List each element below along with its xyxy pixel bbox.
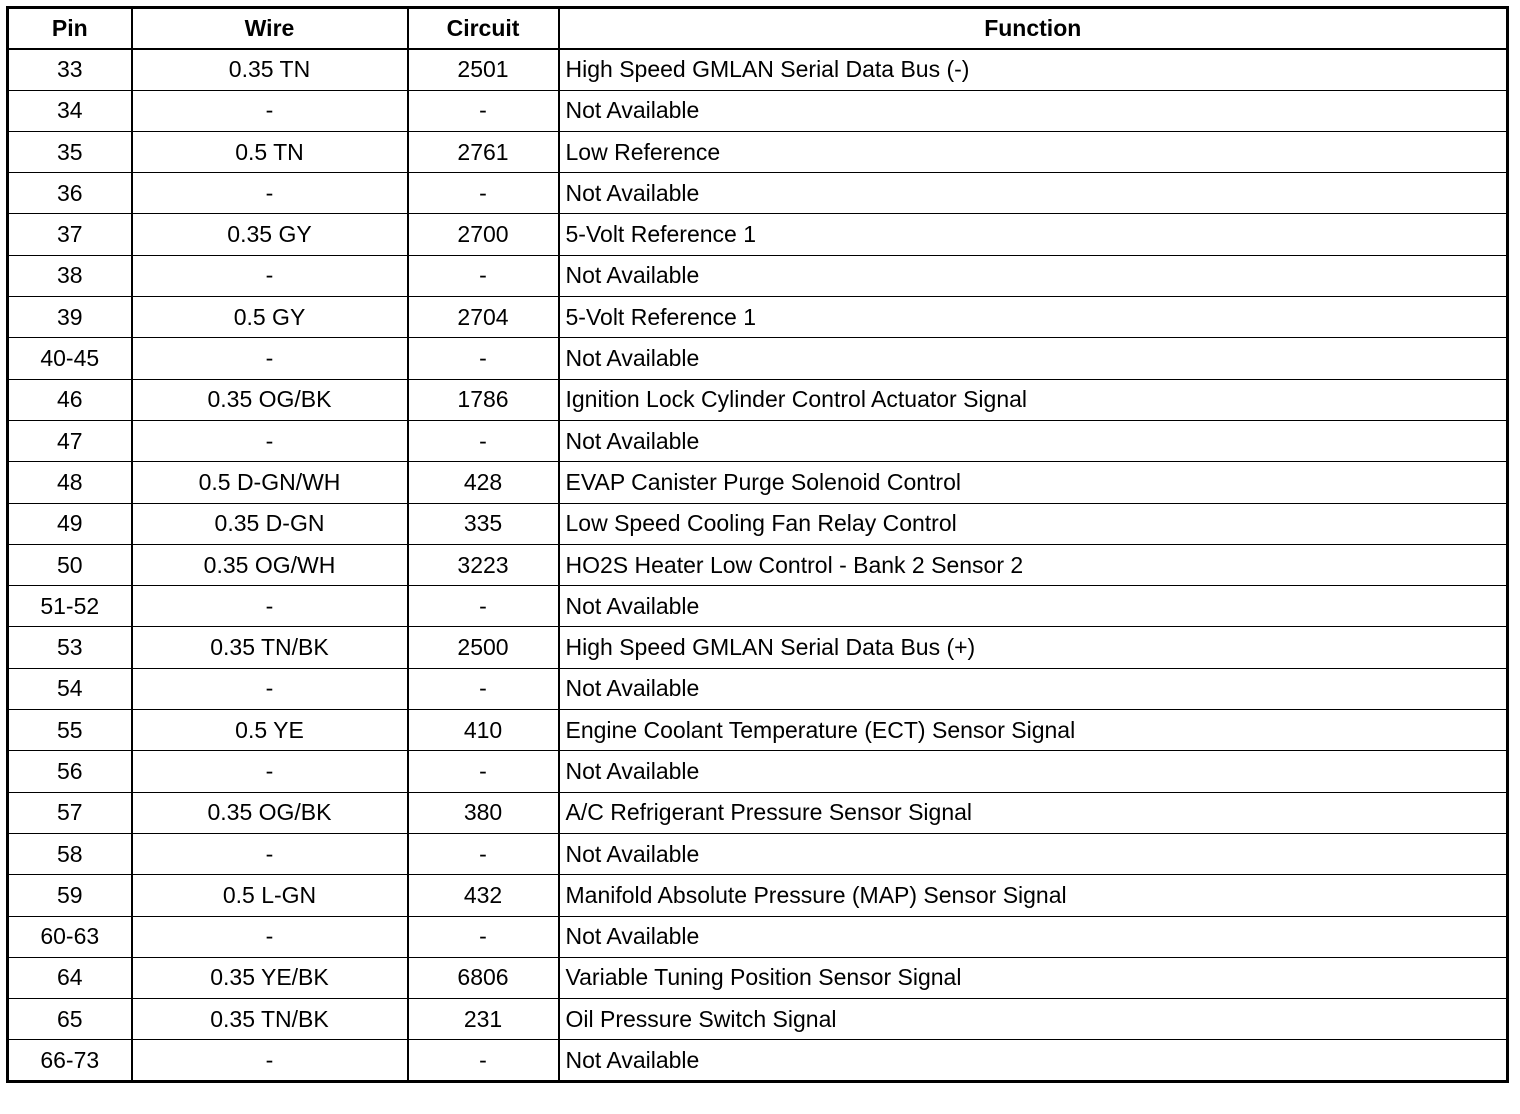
function-cell: Not Available [559, 255, 1508, 296]
function-cell: Not Available [559, 833, 1508, 874]
circuit-cell: 335 [408, 503, 559, 544]
function-cell: Oil Pressure Switch Signal [559, 999, 1508, 1040]
table-row [8, 90, 1508, 131]
wire-cell: 0.5 L-GN [132, 875, 408, 916]
circuit-cell: 2500 [408, 627, 559, 668]
function-cell: 5-Volt Reference 1 [559, 214, 1508, 255]
wire-cell: - [132, 1040, 408, 1081]
function-cell: Not Available [559, 90, 1508, 131]
function-cell: Low Reference [559, 131, 1508, 172]
circuit-cell: 231 [408, 999, 559, 1040]
pin-cell: 34 [8, 90, 132, 131]
pin-cell: 50 [8, 544, 132, 585]
function-cell: Variable Tuning Position Sensor Signal [559, 957, 1508, 998]
wire-cell: 0.35 OG/WH [132, 544, 408, 585]
header-circuit: Circuit [408, 8, 559, 49]
table-row [8, 875, 1508, 916]
circuit-cell: - [408, 173, 559, 214]
circuit-cell: 2501 [408, 49, 559, 90]
wire-cell: - [132, 833, 408, 874]
pin-cell: 64 [8, 957, 132, 998]
table-row [8, 462, 1508, 503]
table-row [8, 668, 1508, 709]
header-row [8, 8, 1508, 49]
circuit-cell: 2761 [408, 131, 559, 172]
function-cell: Low Speed Cooling Fan Relay Control [559, 503, 1508, 544]
wire-cell: 0.5 D-GN/WH [132, 462, 408, 503]
table-row [8, 420, 1508, 461]
wire-cell: - [132, 173, 408, 214]
table-row [8, 999, 1508, 1040]
table-row [8, 214, 1508, 255]
table-row [8, 173, 1508, 214]
function-cell: Not Available [559, 338, 1508, 379]
circuit-cell: 2700 [408, 214, 559, 255]
pin-cell: 37 [8, 214, 132, 255]
wire-cell: 0.35 TN/BK [132, 999, 408, 1040]
table-row [8, 544, 1508, 585]
circuit-cell: - [408, 90, 559, 131]
circuit-cell: - [408, 751, 559, 792]
table-row [8, 710, 1508, 751]
wire-cell: - [132, 90, 408, 131]
pin-cell: 48 [8, 462, 132, 503]
pin-cell: 66-73 [8, 1040, 132, 1081]
circuit-cell: 6806 [408, 957, 559, 998]
function-cell: Not Available [559, 751, 1508, 792]
circuit-cell: 3223 [408, 544, 559, 585]
circuit-cell: 380 [408, 792, 559, 833]
pin-cell: 55 [8, 710, 132, 751]
circuit-cell: - [408, 420, 559, 461]
pin-cell: 49 [8, 503, 132, 544]
pin-cell: 38 [8, 255, 132, 296]
function-cell: EVAP Canister Purge Solenoid Control [559, 462, 1508, 503]
wire-cell: 0.5 TN [132, 131, 408, 172]
function-cell: 5-Volt Reference 1 [559, 297, 1508, 338]
table-row [8, 338, 1508, 379]
pin-cell: 65 [8, 999, 132, 1040]
wire-cell: 0.35 OG/BK [132, 379, 408, 420]
pin-cell: 58 [8, 833, 132, 874]
circuit-cell: - [408, 586, 559, 627]
function-cell: Not Available [559, 420, 1508, 461]
wire-cell: 0.35 YE/BK [132, 957, 408, 998]
header-pin: Pin [8, 8, 132, 49]
table-row [8, 255, 1508, 296]
table-row [8, 1040, 1508, 1081]
table-row [8, 297, 1508, 338]
connector-pinout-table [6, 6, 1509, 1083]
function-cell: High Speed GMLAN Serial Data Bus (-) [559, 49, 1508, 90]
wire-cell: 0.35 TN/BK [132, 627, 408, 668]
circuit-cell: - [408, 668, 559, 709]
pin-cell: 40-45 [8, 338, 132, 379]
function-cell: HO2S Heater Low Control - Bank 2 Sensor 2 [559, 544, 1508, 585]
pin-cell: 51-52 [8, 586, 132, 627]
function-cell: Not Available [559, 1040, 1508, 1081]
table-row [8, 751, 1508, 792]
table-row [8, 503, 1508, 544]
circuit-cell: - [408, 1040, 559, 1081]
table-row [8, 957, 1508, 998]
circuit-cell: - [408, 916, 559, 957]
pin-cell: 35 [8, 131, 132, 172]
function-cell: High Speed GMLAN Serial Data Bus (+) [559, 627, 1508, 668]
function-cell: Ignition Lock Cylinder Control Actuator Signal [559, 379, 1508, 420]
function-cell: Engine Coolant Temperature (ECT) Sensor Signal [559, 710, 1508, 751]
function-cell: Not Available [559, 668, 1508, 709]
header-wire: Wire [132, 8, 408, 49]
pin-cell: 39 [8, 297, 132, 338]
table-row [8, 627, 1508, 668]
circuit-cell: - [408, 833, 559, 874]
table-row [8, 49, 1508, 90]
wire-cell: 0.5 GY [132, 297, 408, 338]
wire-cell: - [132, 916, 408, 957]
circuit-cell: 410 [408, 710, 559, 751]
circuit-cell: 2704 [408, 297, 559, 338]
wire-cell: - [132, 338, 408, 379]
pin-cell: 36 [8, 173, 132, 214]
function-cell: Manifold Absolute Pressure (MAP) Sensor Signal [559, 875, 1508, 916]
pin-cell: 60-63 [8, 916, 132, 957]
function-cell: Not Available [559, 916, 1508, 957]
pin-cell: 57 [8, 792, 132, 833]
table-row [8, 586, 1508, 627]
pin-cell: 56 [8, 751, 132, 792]
circuit-cell: 432 [408, 875, 559, 916]
table-row [8, 379, 1508, 420]
wire-cell: 0.35 D-GN [132, 503, 408, 544]
table-header [8, 8, 1508, 49]
wire-cell: - [132, 586, 408, 627]
wire-cell: - [132, 668, 408, 709]
wire-cell: 0.35 OG/BK [132, 792, 408, 833]
function-cell: Not Available [559, 173, 1508, 214]
pin-cell: 46 [8, 379, 132, 420]
table-row [8, 131, 1508, 172]
pin-cell: 33 [8, 49, 132, 90]
pin-cell: 47 [8, 420, 132, 461]
wire-cell: 0.5 YE [132, 710, 408, 751]
table-row [8, 792, 1508, 833]
wire-cell: - [132, 420, 408, 461]
table-row [8, 916, 1508, 957]
table-body [8, 49, 1508, 1081]
wire-cell: - [132, 751, 408, 792]
function-cell: Not Available [559, 586, 1508, 627]
wire-cell: - [132, 255, 408, 296]
circuit-cell: - [408, 338, 559, 379]
function-cell: A/C Refrigerant Pressure Sensor Signal [559, 792, 1508, 833]
circuit-cell: 428 [408, 462, 559, 503]
pin-cell: 54 [8, 668, 132, 709]
wire-cell: 0.35 GY [132, 214, 408, 255]
circuit-cell: - [408, 255, 559, 296]
circuit-cell: 1786 [408, 379, 559, 420]
pin-cell: 53 [8, 627, 132, 668]
wire-cell: 0.35 TN [132, 49, 408, 90]
pin-cell: 59 [8, 875, 132, 916]
table-row [8, 833, 1508, 874]
header-function: Function [559, 8, 1508, 49]
